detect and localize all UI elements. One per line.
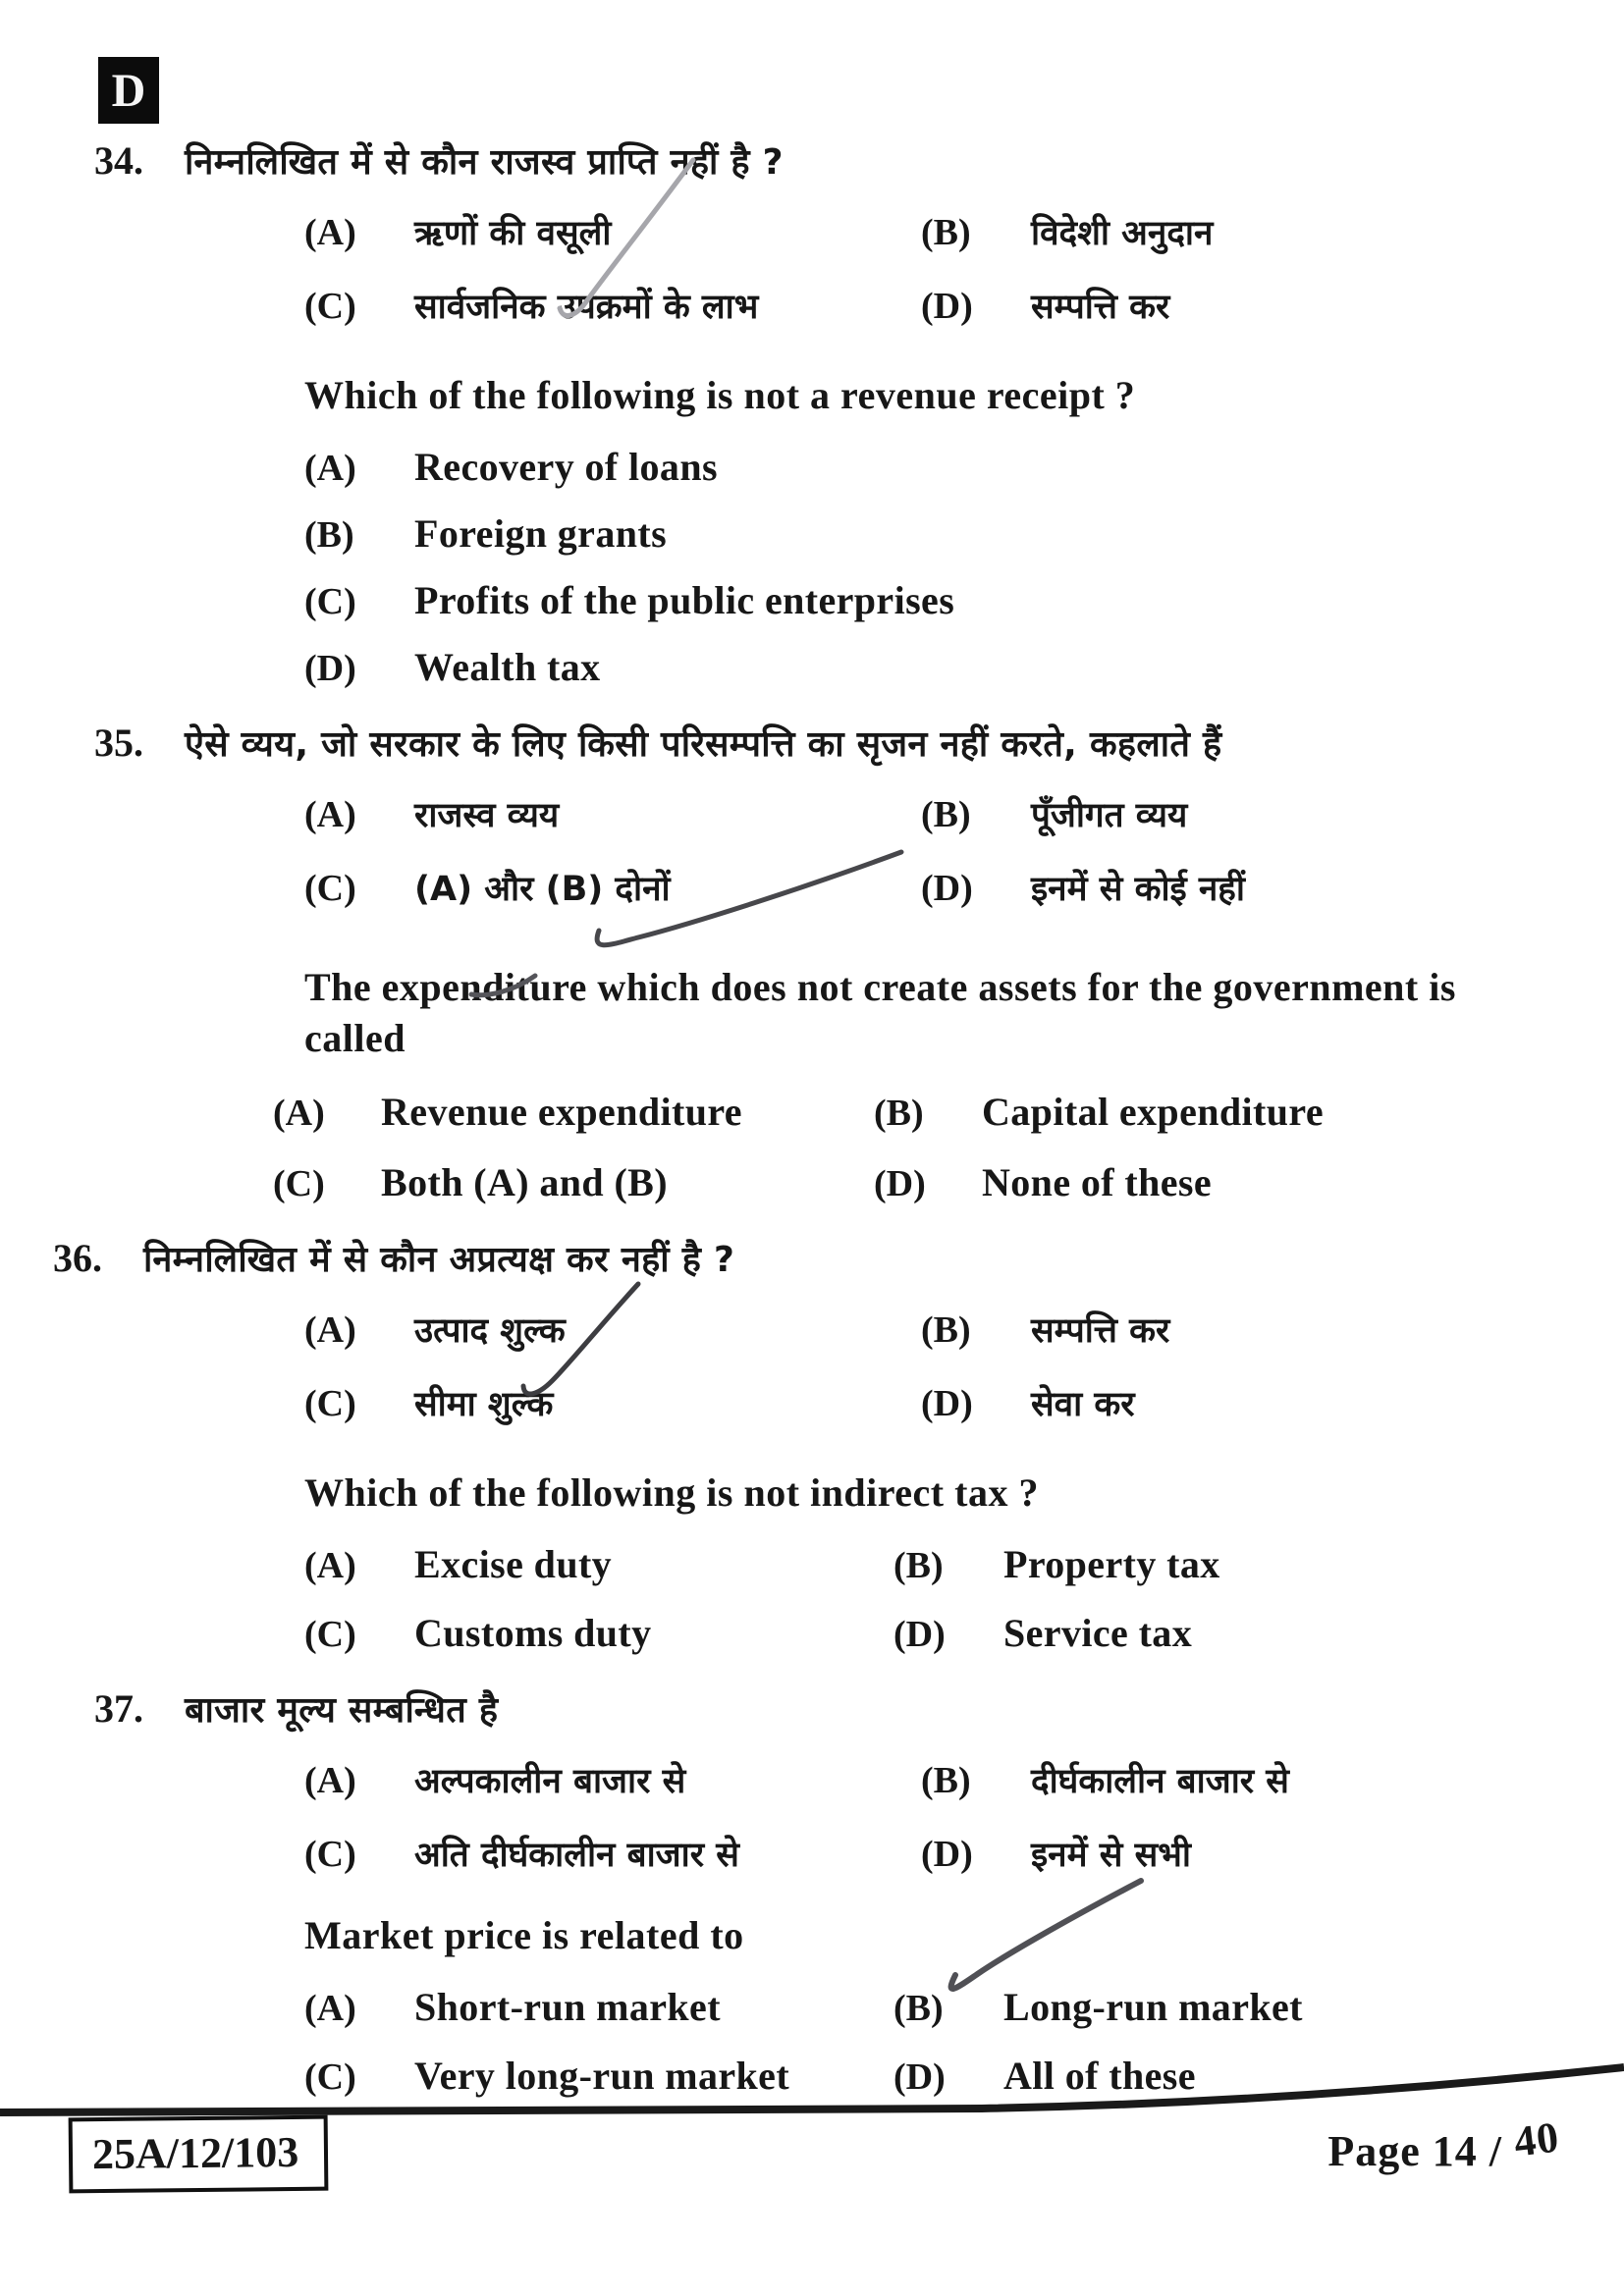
option-text: Long-run market (1003, 1985, 1303, 2029)
option-label: (A) (304, 794, 356, 835)
option-label: (D) (893, 1614, 946, 1655)
option-label: (C) (304, 581, 356, 622)
question-text-hindi: निम्नलिखित में से कौन अप्रत्यक्ष कर नहीं है ? (143, 1240, 735, 1280)
option-b-hindi (921, 793, 1565, 837)
option-a-english (304, 1985, 893, 2030)
option-d-english (874, 1160, 1565, 1205)
option-b-hindi (921, 211, 1565, 255)
option-label: (D) (921, 868, 973, 909)
option-label: (A) (304, 212, 356, 253)
option-label: (D) (921, 1383, 973, 1424)
page-number (1327, 2112, 1562, 2176)
question-text-hindi: निम्नलिखित में से कौन राजस्व प्राप्ति नहीं है ? (185, 142, 784, 183)
option-text: सार्वजनिक उपक्रमों के लाभ (414, 288, 759, 327)
option-text: पूँजीगत व्यय (1031, 796, 1188, 835)
option-d-hindi (921, 1382, 1565, 1426)
question-35 (86, 720, 1565, 1205)
hindi-options-grid (304, 211, 1565, 329)
option-d-english (893, 1611, 1565, 1656)
question-text-english: Market price is related to (304, 1913, 744, 1957)
option-c-english (304, 1611, 893, 1656)
option-b-english (874, 1090, 1565, 1135)
hindi-options-grid (304, 1759, 1565, 1877)
option-text: Short-run market (414, 1985, 721, 2029)
option-b-english (893, 1542, 1565, 1587)
option-text: सेवा कर (1031, 1385, 1135, 1424)
question-text-english: The expenditure which does not create assets for the government is called (304, 965, 1456, 1060)
option-label: (C) (273, 1163, 325, 1204)
option-label: (C) (304, 1834, 356, 1875)
question-37 (86, 1685, 1565, 2099)
option-label: (D) (893, 2056, 946, 2098)
option-text: All of these (1003, 2054, 1196, 2098)
option-label: (D) (304, 648, 356, 689)
hindi-options-grid (304, 1308, 1565, 1426)
option-d-english (304, 645, 1565, 690)
option-b-english (893, 1985, 1565, 2030)
option-label: (A) (304, 1309, 356, 1351)
option-label: (C) (304, 2056, 356, 2098)
option-d-hindi (921, 1833, 1565, 1877)
option-label: (C) (304, 1383, 356, 1424)
question-text-english: Which of the following is not indirect tax ? (304, 1470, 1039, 1515)
question-number: 35. (94, 721, 143, 765)
option-text: राजस्व व्यय (414, 796, 560, 835)
booklet-code: 25A/12/103 (91, 2127, 299, 2179)
option-d-hindi (921, 867, 1565, 911)
option-d-english (893, 2054, 1565, 2099)
option-b-hindi (921, 1308, 1565, 1353)
option-label: (B) (921, 212, 971, 253)
option-text: Service tax (1003, 1611, 1193, 1655)
option-a-hindi (304, 1308, 921, 1353)
option-label: (C) (304, 286, 356, 327)
question-34 (86, 137, 1565, 690)
option-text: Capital expenditure (982, 1090, 1324, 1134)
option-text: इनमें से सभी (1031, 1836, 1191, 1875)
english-options-grid (273, 1090, 1565, 1205)
option-label: (B) (893, 1988, 944, 2029)
option-c-english (304, 578, 1565, 623)
option-text: Recovery of loans (414, 445, 718, 489)
option-a-hindi (304, 793, 921, 837)
option-text: (A) और (B) दोनों (414, 870, 671, 909)
option-text: Foreign grants (414, 511, 668, 556)
option-text: उत्पाद शुल्क (414, 1311, 566, 1351)
option-label: (D) (921, 286, 973, 327)
option-text: Customs duty (414, 1611, 652, 1655)
option-c-hindi (304, 867, 921, 911)
option-text: Profits of the public enterprises (414, 578, 955, 622)
set-code-badge: D (98, 57, 159, 124)
option-a-english (304, 1542, 893, 1587)
option-text: Very long-run market (414, 2054, 790, 2098)
option-a-english (273, 1090, 874, 1135)
option-label: (B) (921, 1309, 971, 1351)
option-text: Excise duty (414, 1542, 613, 1586)
question-36 (53, 1235, 1565, 1656)
option-text: सम्पत्ति कर (1031, 1311, 1170, 1351)
option-label: (D) (921, 1834, 973, 1875)
question-text-english: Which of the following is not a revenue receipt ? (304, 373, 1136, 417)
english-options-grid (304, 1542, 1565, 1656)
option-text: सीमा शुल्क (414, 1385, 554, 1424)
page-number-prefix: Page 14 / (1327, 2127, 1502, 2175)
option-label: (B) (874, 1093, 924, 1134)
option-c-english (304, 2054, 893, 2099)
option-label: (C) (304, 868, 356, 909)
option-label: (B) (893, 1545, 944, 1586)
option-label: (A) (304, 1760, 356, 1801)
option-a-hindi (304, 1759, 921, 1803)
hindi-options-grid (304, 793, 1565, 911)
option-label: (A) (304, 1988, 356, 2029)
option-text: दीर्घकालीन बाजार से (1031, 1762, 1289, 1801)
question-text-hindi: बाजार मूल्य सम्बन्धित है (185, 1690, 499, 1731)
option-text: इनमें से कोई नहीं (1031, 870, 1245, 909)
option-c-hindi (304, 1833, 921, 1877)
question-number: 37. (94, 1686, 143, 1731)
option-label: (D) (874, 1163, 926, 1204)
option-text: ऋणों की वसूली (414, 214, 612, 253)
option-b-english (304, 511, 1565, 557)
option-text: विदेशी अनुदान (1031, 214, 1214, 253)
option-text: Wealth tax (414, 645, 601, 689)
option-a-hindi (304, 211, 921, 255)
question-text-hindi: ऐसे व्यय, जो सरकार के लिए किसी परिसम्पत्ति का सृजन नहीं करते, कहलाते हैं (185, 724, 1222, 765)
option-text: Both (A) and (B) (381, 1160, 668, 1204)
option-label: (A) (273, 1093, 325, 1134)
option-text: अल्पकालीन बाजार से (414, 1762, 686, 1801)
option-c-hindi (304, 285, 921, 329)
page-total: 40 (1511, 2112, 1562, 2166)
option-label: (B) (921, 794, 971, 835)
option-label: (B) (921, 1760, 971, 1801)
english-options-list (304, 445, 1565, 690)
booklet-code-box (69, 2115, 329, 2194)
option-label: (A) (304, 448, 356, 489)
option-text: Revenue expenditure (381, 1090, 742, 1134)
option-text: सम्पत्ति कर (1031, 288, 1170, 327)
option-c-english (273, 1160, 874, 1205)
option-a-english (304, 445, 1565, 490)
question-number: 34. (94, 138, 143, 183)
option-text: Property tax (1003, 1542, 1220, 1586)
option-label: (B) (304, 514, 354, 556)
option-d-hindi (921, 285, 1565, 329)
option-c-hindi (304, 1382, 921, 1426)
option-text: None of these (982, 1160, 1213, 1204)
option-b-hindi (921, 1759, 1565, 1803)
english-options-grid (304, 1985, 1565, 2099)
option-text: अति दीर्घकालीन बाजार से (414, 1836, 739, 1875)
question-number: 36. (53, 1236, 102, 1280)
option-label: (A) (304, 1545, 356, 1586)
option-label: (C) (304, 1614, 356, 1655)
